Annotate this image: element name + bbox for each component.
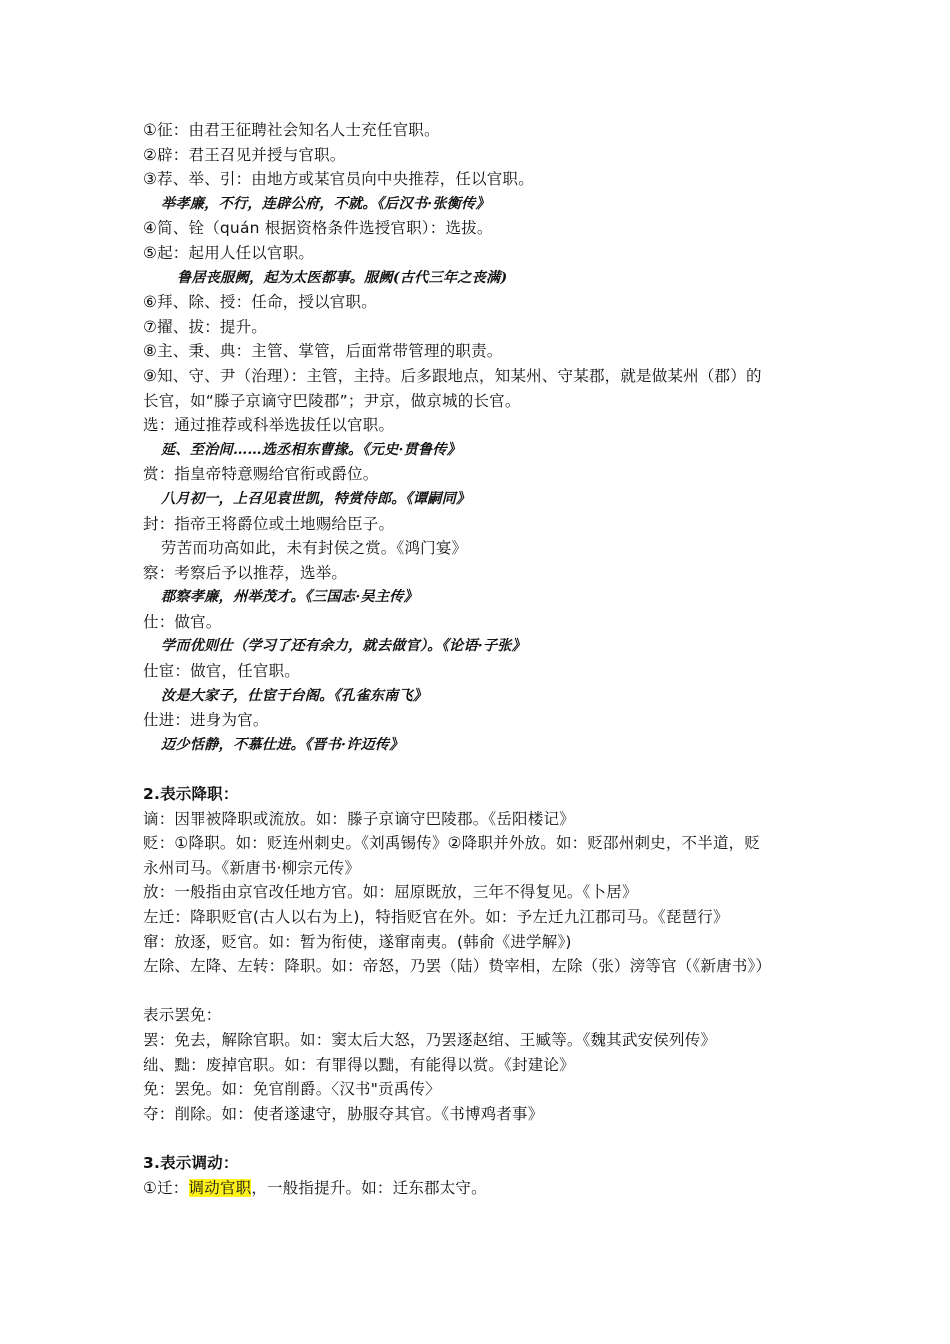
term-definition: ，一般指提升。如：迁东郡太守。	[251, 1178, 487, 1197]
text-line: 长官，如“滕子京谪守巴陵郡”；尹京，做京城的长官。	[143, 391, 521, 410]
section-heading: 表示罢免：	[143, 1006, 222, 1025]
text-line: ⑤起：起用人任以官职。	[143, 243, 315, 262]
example-quote: 郡察孝廉，州举茂才。《三国志·吴主传》	[161, 589, 419, 606]
section-heading: 3.表示调动：	[143, 1153, 239, 1172]
text-line: 赏：指皇帝特意赐给官衔或爵位。	[143, 465, 379, 484]
text-line: 永州司马。《新唐书·柳宗元传》	[143, 858, 361, 877]
text-line: 贬：①降职。如：贬连州刺史。《刘禹锡传》②降职并外放。如：贬邵州刺史，不半道，贬	[143, 834, 761, 853]
example-quote: 学而优则仕（学习了还有余力，就去做官）。《论语·子张》	[161, 638, 527, 655]
text-line: 罢：免去，解除官职。如：窦太后大怒，乃罢逐赵绾、王臧等。《魏其武安侯列传》	[143, 1030, 717, 1049]
text-line: 仕进：进身为官。	[143, 711, 269, 730]
section-heading: 2.表示降职：	[143, 785, 239, 804]
text-line: ⑧主、秉、典：主管、掌管，后面常带管理的职责。	[143, 342, 503, 361]
example-quote: 鲁居丧服阙，起为太医都事。服阙(古代三年之丧满)	[177, 269, 508, 286]
text-line: 左迁：降职贬官(古人以右为上)，特指贬官在外。如：予左迁九江郡司马。《琵琶行》	[143, 908, 729, 926]
text-line: 免：罢免。如：免官削爵。〈汉书"贡禹传〉	[143, 1080, 441, 1099]
text-line: 绌、黜：废掉官职。如：有罪得以黜，有能得以赏。《封建论》	[143, 1055, 575, 1074]
text-line: ⑥拜、除、授：任命，授以官职。	[143, 293, 377, 312]
text-line: 选：通过推荐或科举选拔任以官职。	[143, 416, 395, 435]
text-line: ③荐、举、引：由地方或某官员向中央推荐，任以官职。	[143, 170, 534, 189]
text-line: 放：一般指由京官改任地方官。如：屈原既放，三年不得复见。《卜居》	[143, 883, 638, 902]
text-line: ⑨知、守、尹（治理）：主管，主持。后多跟地点，知某州、守某郡，就是做某州（郡）的	[143, 366, 762, 385]
text-line: 窜：放逐，贬官。如：暂为衔使，遂窜南夷。(韩俞《进学解》)	[143, 932, 572, 951]
highlighted-term: 调动官职	[188, 1178, 252, 1197]
text-line: 左除、左降、左转：降职。如：帝怒，乃罢（陆）贽宰相，左除（张）滂等官（《新唐书》）	[143, 957, 772, 976]
example-quote: 举孝廉，不行，连辟公府，不就。《后汉书·张衡传》	[161, 195, 490, 212]
text-line: 谪：因罪被降职或流放。如：滕子京谪守巴陵郡。《岳阳楼记》	[143, 809, 575, 828]
text-line: 察：考察后予以推荐，选举。	[143, 563, 348, 582]
example-quote: 八月初一，上召见袁世凯，特赏侍郎。《谭嗣同》	[161, 490, 471, 507]
text-line: 仕：做官。	[143, 612, 222, 631]
text-line-highlighted	[143, 1176, 823, 1201]
example-quote: 延、至治间……选丞相东曹掾。《元史·贯鲁传》	[161, 441, 462, 458]
text-line: 封：指帝王将爵位或土地赐给臣子。	[143, 514, 395, 533]
example-quote: 汝是大家子，仕宦于台阁。《孔雀东南飞》	[161, 687, 428, 704]
text-line: 仕宦：做官，任官职。	[143, 662, 301, 681]
blank-line	[143, 1126, 823, 1151]
text-line: ②辟：君王召见并授与官职。	[143, 145, 346, 164]
example-quote: 迈少恬静，不慕仕进。《晋书·许迈传》	[161, 736, 404, 753]
blank-line	[143, 979, 823, 1004]
document-body	[143, 118, 823, 1200]
term-label: ①迁：	[143, 1178, 189, 1197]
text-line: 夺：削除。如：使者遂逮守，胁服夺其官。《书博鸡者事》	[143, 1104, 544, 1123]
text-line: ①征：由君王征聘社会知名人士充任官职。	[143, 121, 440, 139]
example-quote: 劳苦而功高如此，未有封侯之赏。《鸿门宴》	[161, 539, 468, 558]
text-line: ⑦擢、拔：提升。	[143, 317, 267, 336]
text-line: ④简、铨（quán 根据资格条件选授官职）：选拔。	[143, 219, 493, 238]
blank-line	[143, 757, 823, 782]
